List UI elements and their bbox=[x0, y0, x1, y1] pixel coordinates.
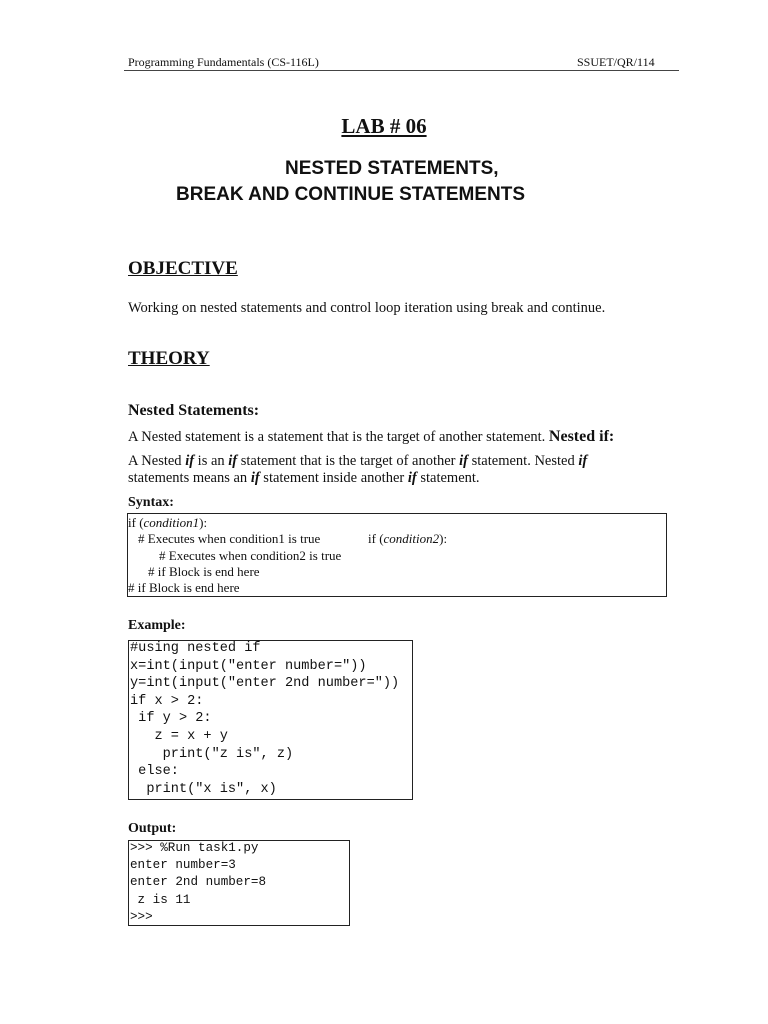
syntax-line bbox=[159, 548, 341, 564]
syntax-line-segment: if ( bbox=[128, 515, 144, 530]
example-code-box bbox=[128, 640, 413, 800]
example-code-line: if y > 2: bbox=[130, 711, 212, 727]
header-doc-code: SSUET/QR/114 bbox=[577, 55, 655, 69]
syntax-inline-if bbox=[368, 531, 447, 547]
output-console-line: >>> bbox=[130, 909, 153, 924]
example-code-line: #using nested if bbox=[130, 641, 261, 656]
syntax-line bbox=[148, 564, 260, 580]
lab-title: LAB # 06 bbox=[341, 114, 427, 138]
nested-statements-heading: Nested Statements: bbox=[128, 402, 260, 419]
theory-p2-segment: if bbox=[185, 453, 195, 469]
example-code-line: print("x is", x) bbox=[130, 781, 277, 797]
theory-p2-segment: A Nested bbox=[128, 453, 186, 469]
objective-text: Working on nested statements and control loop iteration using break and continue. bbox=[128, 300, 606, 316]
syntax-line-segment: condition1 bbox=[143, 515, 200, 530]
syntax-inline-segment: if ( bbox=[368, 531, 384, 546]
output-console-line: z is 11 bbox=[130, 892, 191, 907]
theory-p3-segment: statement inside another bbox=[259, 470, 408, 486]
syntax-line-segment: # if Block is end here bbox=[128, 580, 240, 596]
header-course-title: Programming Fundamentals (CS-116L) bbox=[128, 55, 319, 69]
header-divider bbox=[124, 70, 679, 71]
syntax-line-segment: # Executes when condition1 is true bbox=[138, 531, 321, 547]
syntax-line bbox=[138, 531, 320, 547]
example-code-line: if x > 2: bbox=[130, 693, 204, 709]
theory-p2-segment: statement. Nested bbox=[468, 453, 579, 469]
theory-heading: THEORY bbox=[128, 348, 210, 369]
example-code-line: y=int(input("enter 2nd number=")) bbox=[130, 676, 400, 692]
output-console-line: enter 2nd number=8 bbox=[130, 875, 267, 890]
example-code-line: x=int(input("enter number=")) bbox=[130, 658, 367, 674]
output-label: Output: bbox=[128, 821, 177, 836]
theory-paragraph-1 bbox=[128, 428, 614, 446]
example-code-line: z = x + y bbox=[130, 729, 228, 744]
example-code-line: print("z is", z) bbox=[130, 746, 294, 762]
theory-p2-segment: is an bbox=[194, 453, 229, 469]
theory-paragraph-1-text: A Nested statement is a statement that is the target of another statement. bbox=[128, 429, 546, 445]
syntax-inline-segment: condition2 bbox=[383, 531, 440, 546]
theory-p3-segment: statements means an bbox=[128, 470, 251, 486]
objective-heading: OBJECTIVE bbox=[128, 258, 238, 279]
syntax-line-segment: # if Block is end here bbox=[148, 563, 260, 579]
theory-paragraph-2-line-1 bbox=[128, 453, 587, 470]
output-console-line: >>> %Run task1.py bbox=[130, 841, 259, 855]
syntax-line-segment: # Executes when condition2 is true bbox=[159, 547, 342, 563]
syntax-line bbox=[128, 515, 207, 531]
example-code-line: else: bbox=[130, 764, 179, 780]
theory-p2-segment: if bbox=[459, 453, 468, 469]
nested-if-heading: Nested if: bbox=[548, 428, 615, 445]
theory-p3-segment: if bbox=[407, 470, 417, 486]
theory-p2-segment: if bbox=[228, 453, 238, 469]
syntax-line bbox=[128, 580, 240, 596]
subtitle-line-1: NESTED STATEMENTS, bbox=[285, 158, 499, 179]
output-console-box bbox=[128, 840, 350, 926]
syntax-label: Syntax: bbox=[128, 495, 174, 510]
theory-p3-segment: if bbox=[250, 470, 260, 486]
subtitle-line-2: BREAK AND CONTINUE STATEMENTS bbox=[176, 184, 526, 205]
syntax-line-segment: ): bbox=[199, 515, 208, 530]
theory-p3-segment: statement. bbox=[416, 470, 480, 486]
output-console-line: enter number=3 bbox=[130, 858, 236, 873]
theory-p2-segment: statement that is the target of another bbox=[237, 453, 460, 469]
syntax-inline-segment: ): bbox=[439, 531, 448, 546]
theory-p2-segment: if bbox=[578, 453, 588, 469]
theory-paragraph-2-line-2 bbox=[128, 470, 480, 487]
syntax-box bbox=[127, 513, 667, 597]
example-label: Example: bbox=[128, 618, 186, 633]
